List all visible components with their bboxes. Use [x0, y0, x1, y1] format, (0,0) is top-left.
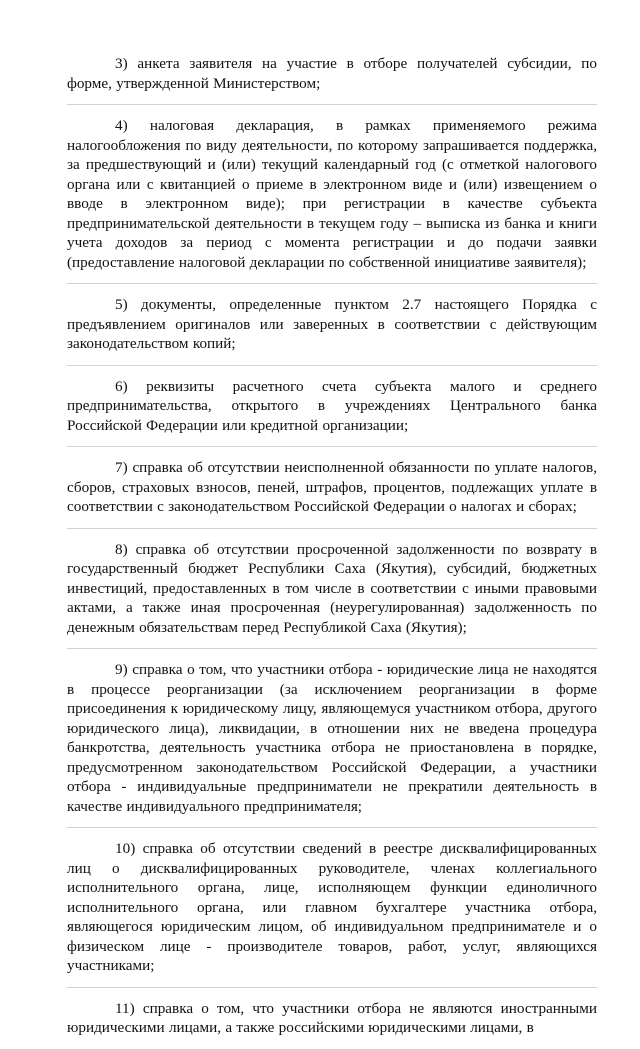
- paragraph-item-11: 11) справка о том, что участники отбора не являются иностранными юридическими лицами, а также российскими юридическими лицами, в: [67, 999, 597, 1036]
- paragraph-item-8: 8) справка об отсутствии просроченной задолженности по возврату в государственный бюджет Республики Саха (Якутия), субсидий, бюджетных инвестиций, предоставленных в том числе в соответствии с иными правовыми актами, а также иная просроченная (неурегулированная) задолженность по денежным обязательствам перед Республикой Саха (Якутия);: [67, 540, 597, 650]
- paragraph-item-10: 10) справка об отсутствии сведений в реестре дисквалифицированных лиц о дисквалифицированных руководителе, членах коллегиального исполнительного органа, лице, исполняющем функции единоличного исполнительного органа, или главном бухгалтере участника отбора, являющегося юридическим лицом, об индивидуальном предпринимателе и о физическом лице - производителе товаров, работ, услуг, являющихся участниками;: [67, 839, 597, 988]
- paragraph-item-5: 5) документы, определенные пунктом 2.7 настоящего Порядка с предъявлением оригиналов или заверенных в соответствии с действующим законодательством копий;: [67, 295, 597, 366]
- paragraph-item-4: 4) налоговая декларация, в рамках применяемого режима налогообложения по виду деятельности, по которому запрашивается поддержка, за предшествующий и (или) текущий календарный год (с отметкой налогового органа или с квитанцией о приеме в электронном виде и (или) извещением о вводе в электронном виде); при регистрации в качестве субъекта предпринимательской деятельности в текущем году – выписка из банка и книги учета доходов за период с момента регистрации и до подачи заявки (предоставление налоговой декларации по собственной инициативе заявителя);: [67, 116, 597, 284]
- paragraph-item-9: 9) справка о том, что участники отбора - юридические лица не находятся в процессе реорганизации (за исключением реорганизации в форме присоединения к юридическому лицу, являющемуся участником отбора, другого юридического лица), ликвидации, в отношении них не введена процедура банкротства, деятельность участника отбора не приостановлена в порядке, предусмотренном законодательством Российской Федерации, а участники отбора - индивидуальные предприниматели не прекратили деятельность в качестве индивидуального предпринимателя;: [67, 660, 597, 828]
- paragraph-item-3: 3) анкета заявителя на участие в отборе получателей субсидии, по форме, утвержденной Министерством;: [67, 54, 597, 105]
- paragraph-item-7: 7) справка об отсутствии неисполненной обязанности по уплате налогов, сборов, страховых взносов, пеней, штрафов, процентов, подлежащих уплате в соответствии с законодательством Российской Федерации о налогах и сборах;: [67, 458, 597, 529]
- paragraph-item-6: 6) реквизиты расчетного счета субъекта малого и среднего предпринимательства, открытого в учреждениях Центрального банка Российской Федерации или кредитной организации;: [67, 377, 597, 448]
